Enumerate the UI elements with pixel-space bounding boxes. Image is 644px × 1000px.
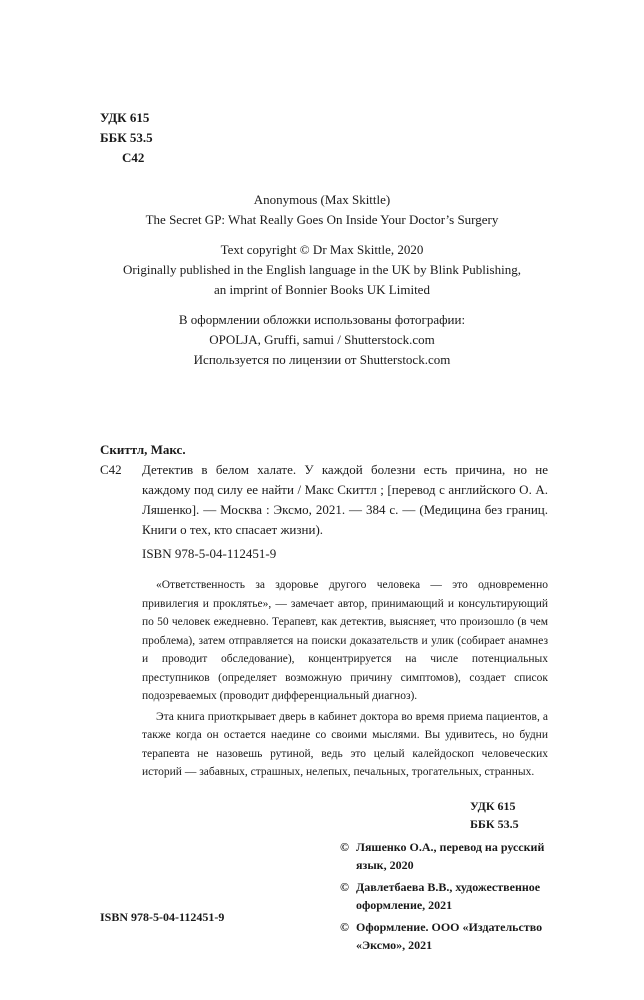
photos-line-3: Используется по лицензии от Shutterstock.com <box>193 352 451 367</box>
footer-udk: УДК 615 <box>470 799 516 813</box>
photos-line-2: OPOLJA, Gruffi, samui / Shutterstock.com <box>209 332 435 347</box>
annotation-heading: Скиттл, Макс. <box>100 442 186 457</box>
copyright-text: Оформление. ООО «Издательство «Эксмо», 2021 <box>356 920 543 952</box>
copyright-text: Давлетбаева В.В., художественное оформление, 2021 <box>356 880 541 912</box>
original-title: The Secret GP: What Really Goes On Inside Your Doctor’s Surgery <box>145 212 499 227</box>
copyright-symbol: © <box>340 920 349 934</box>
annotation-code: С42 <box>100 462 122 477</box>
footer-isbn: ISBN 978-5-04-112451-9 <box>100 910 225 924</box>
copyright-list <box>340 838 552 958</box>
annotation-block <box>100 440 548 782</box>
published-line-1: Originally published in the English language in the UK by Blink Publishing, <box>123 262 521 277</box>
abstract <box>100 576 548 782</box>
udk-code: УДК 615 <box>100 110 150 125</box>
footer-bbk: ББК 53.5 <box>470 817 519 831</box>
published-line-2: an imprint of Bonnier Books UK Limited <box>214 282 430 297</box>
bbk-code: ББК 53.5 <box>100 130 153 145</box>
copyright-item <box>340 878 552 914</box>
photos-line-1: В оформлении обложки использованы фотографии: <box>178 312 466 327</box>
copyright-item <box>340 838 552 874</box>
author-mark-code: С42 <box>122 150 145 165</box>
classification-block <box>100 108 153 168</box>
annotation-isbn: ISBN 978-5-04-112451-9 <box>142 546 277 561</box>
copyright-symbol: © <box>340 880 349 894</box>
copyright-symbol: © <box>340 840 349 854</box>
abstract-paragraph-1: «Ответственность за здоровье другого человека — это одновременно привилегия и проклятье», — замечает автор, принимающий и консультирующий по 50 человек ежедневно. Терапевт, как детектив, выясняет, что произошло (в чем проблема), затем отправляется на поиски доказательств и улик (собирает анамнез и проводит обследование), концентрируется на числе потенциальных преступников (определяет возможную причину симптомов), создает список подозреваемых (проводит дифференциальный диагноз). <box>142 579 548 702</box>
credits-block <box>0 190 644 370</box>
footer-classification <box>470 797 548 833</box>
text-copyright: Text copyright © Dr Max Skittle, 2020 <box>220 242 424 257</box>
copyright-item <box>340 918 552 954</box>
original-author: Anonymous (Max Skittle) <box>253 192 391 207</box>
abstract-paragraph-2: Эта книга приоткрывает дверь в кабинет доктора во время приема пациентов, а также когда он остается наедине со своими мыслями. Вы удивитесь, но будни терапевта не назовешь рутиной, ведь это целый калейдоскоп человеческих историй — забавных, страшных, нелепых, печальных, трогательных, странных. <box>142 710 548 778</box>
bibliographic-description: Детектив в белом халате. У каждой болезни есть причина, но не каждому под силу ее найти / Макс Скиттл ; [перевод с английского О. А. Ляшенко]. — Москва : Эксмо, 2021. — 384 с. — (Медицина без границ. Книги о тех, кто спасает жизни). <box>142 462 548 537</box>
copyright-text: Ляшенко О.А., перевод на русский язык, 2020 <box>356 840 545 872</box>
